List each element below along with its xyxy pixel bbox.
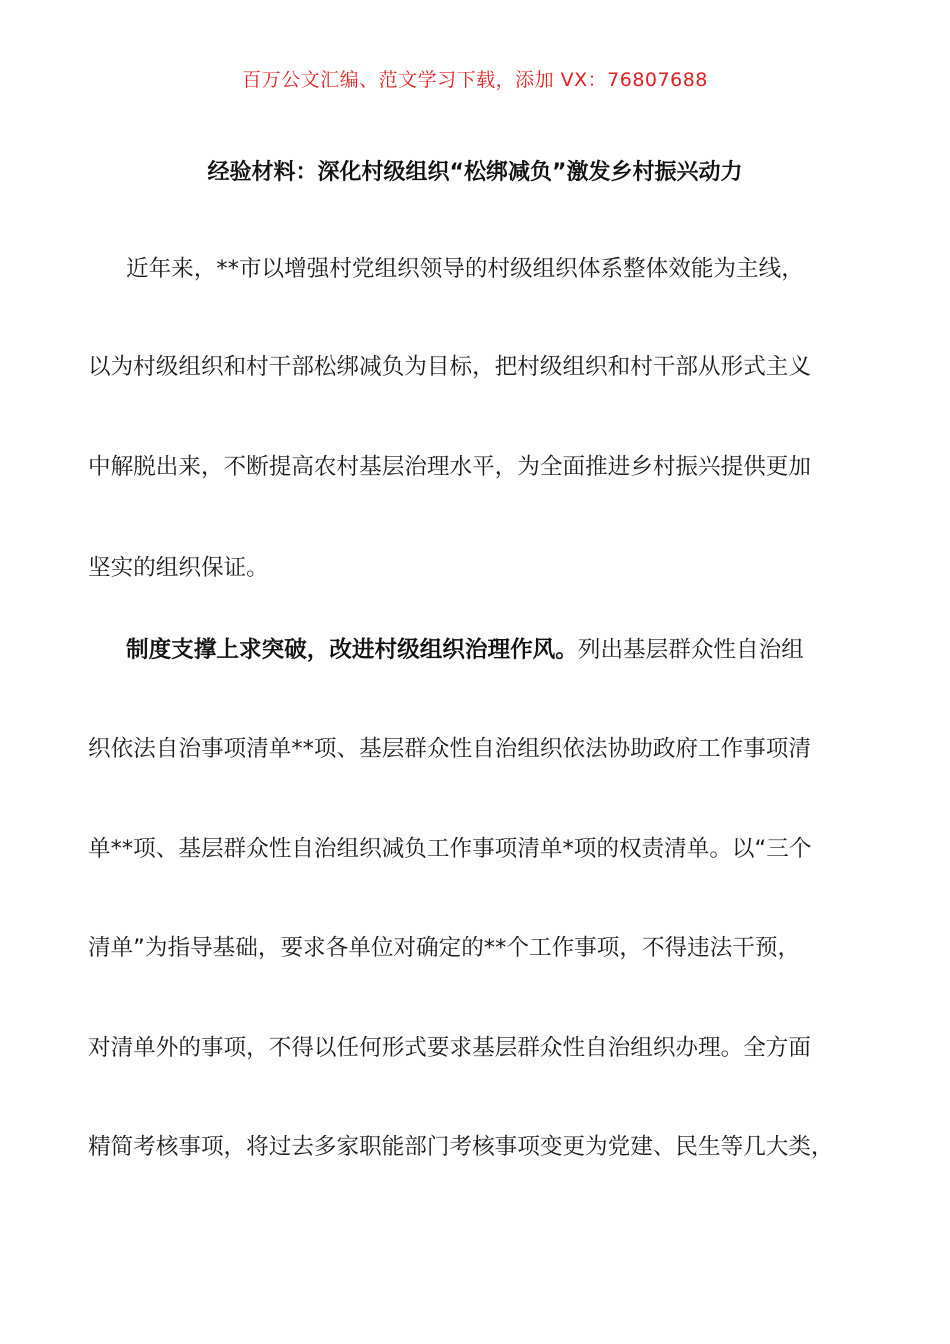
paragraph-2-heading: 制度支撑上求突破，改进村级组织治理作风。 — [126, 637, 578, 663]
paragraph-2-first-line-rest: 列出基层群众性自治组 — [577, 637, 804, 663]
paragraph-2-line: 对清单外的事项，不得以任何形式要求基层群众性自治组织办理。全方面 — [88, 1035, 811, 1061]
page-title: 经验材料：深化村级组织“松绑减负”激发乡村振兴动力 — [207, 160, 743, 185]
paragraph-1-line: 坚实的组织保证。 — [88, 555, 269, 581]
paragraph-2-first-line — [126, 633, 804, 667]
paragraph-2-line: 精简考核事项，将过去多家职能部门考核事项变更为党建、民生等几大类， — [88, 1134, 834, 1160]
paragraph-2-line: 单**项、基层群众性自治组织减负工作事项清单*项的权责清单。以“三个 — [88, 836, 812, 862]
paragraph-1-line: 中解脱出来，不断提高农村基层治理水平，为全面推进乡村振兴提供更加 — [88, 454, 811, 480]
header-banner: 百万公文汇编、范文学习下载，添加 VX：76807688 — [242, 69, 708, 91]
paragraph-2-line: 织依法自治事项清单**项、基层群众性自治组织依法协助政府工作事项清 — [88, 736, 811, 762]
paragraph-2-line: 清单”为指导基础，要求各单位对确定的**个工作事项，不得违法干预， — [88, 935, 801, 961]
paragraph-1-line: 以为村级组织和村干部松绑减负为目标，把村级组织和村干部从形式主义 — [88, 354, 811, 380]
paragraph-1-line: 近年来，**市以增强村党组织领导的村级组织体系整体效能为主线， — [126, 256, 804, 282]
